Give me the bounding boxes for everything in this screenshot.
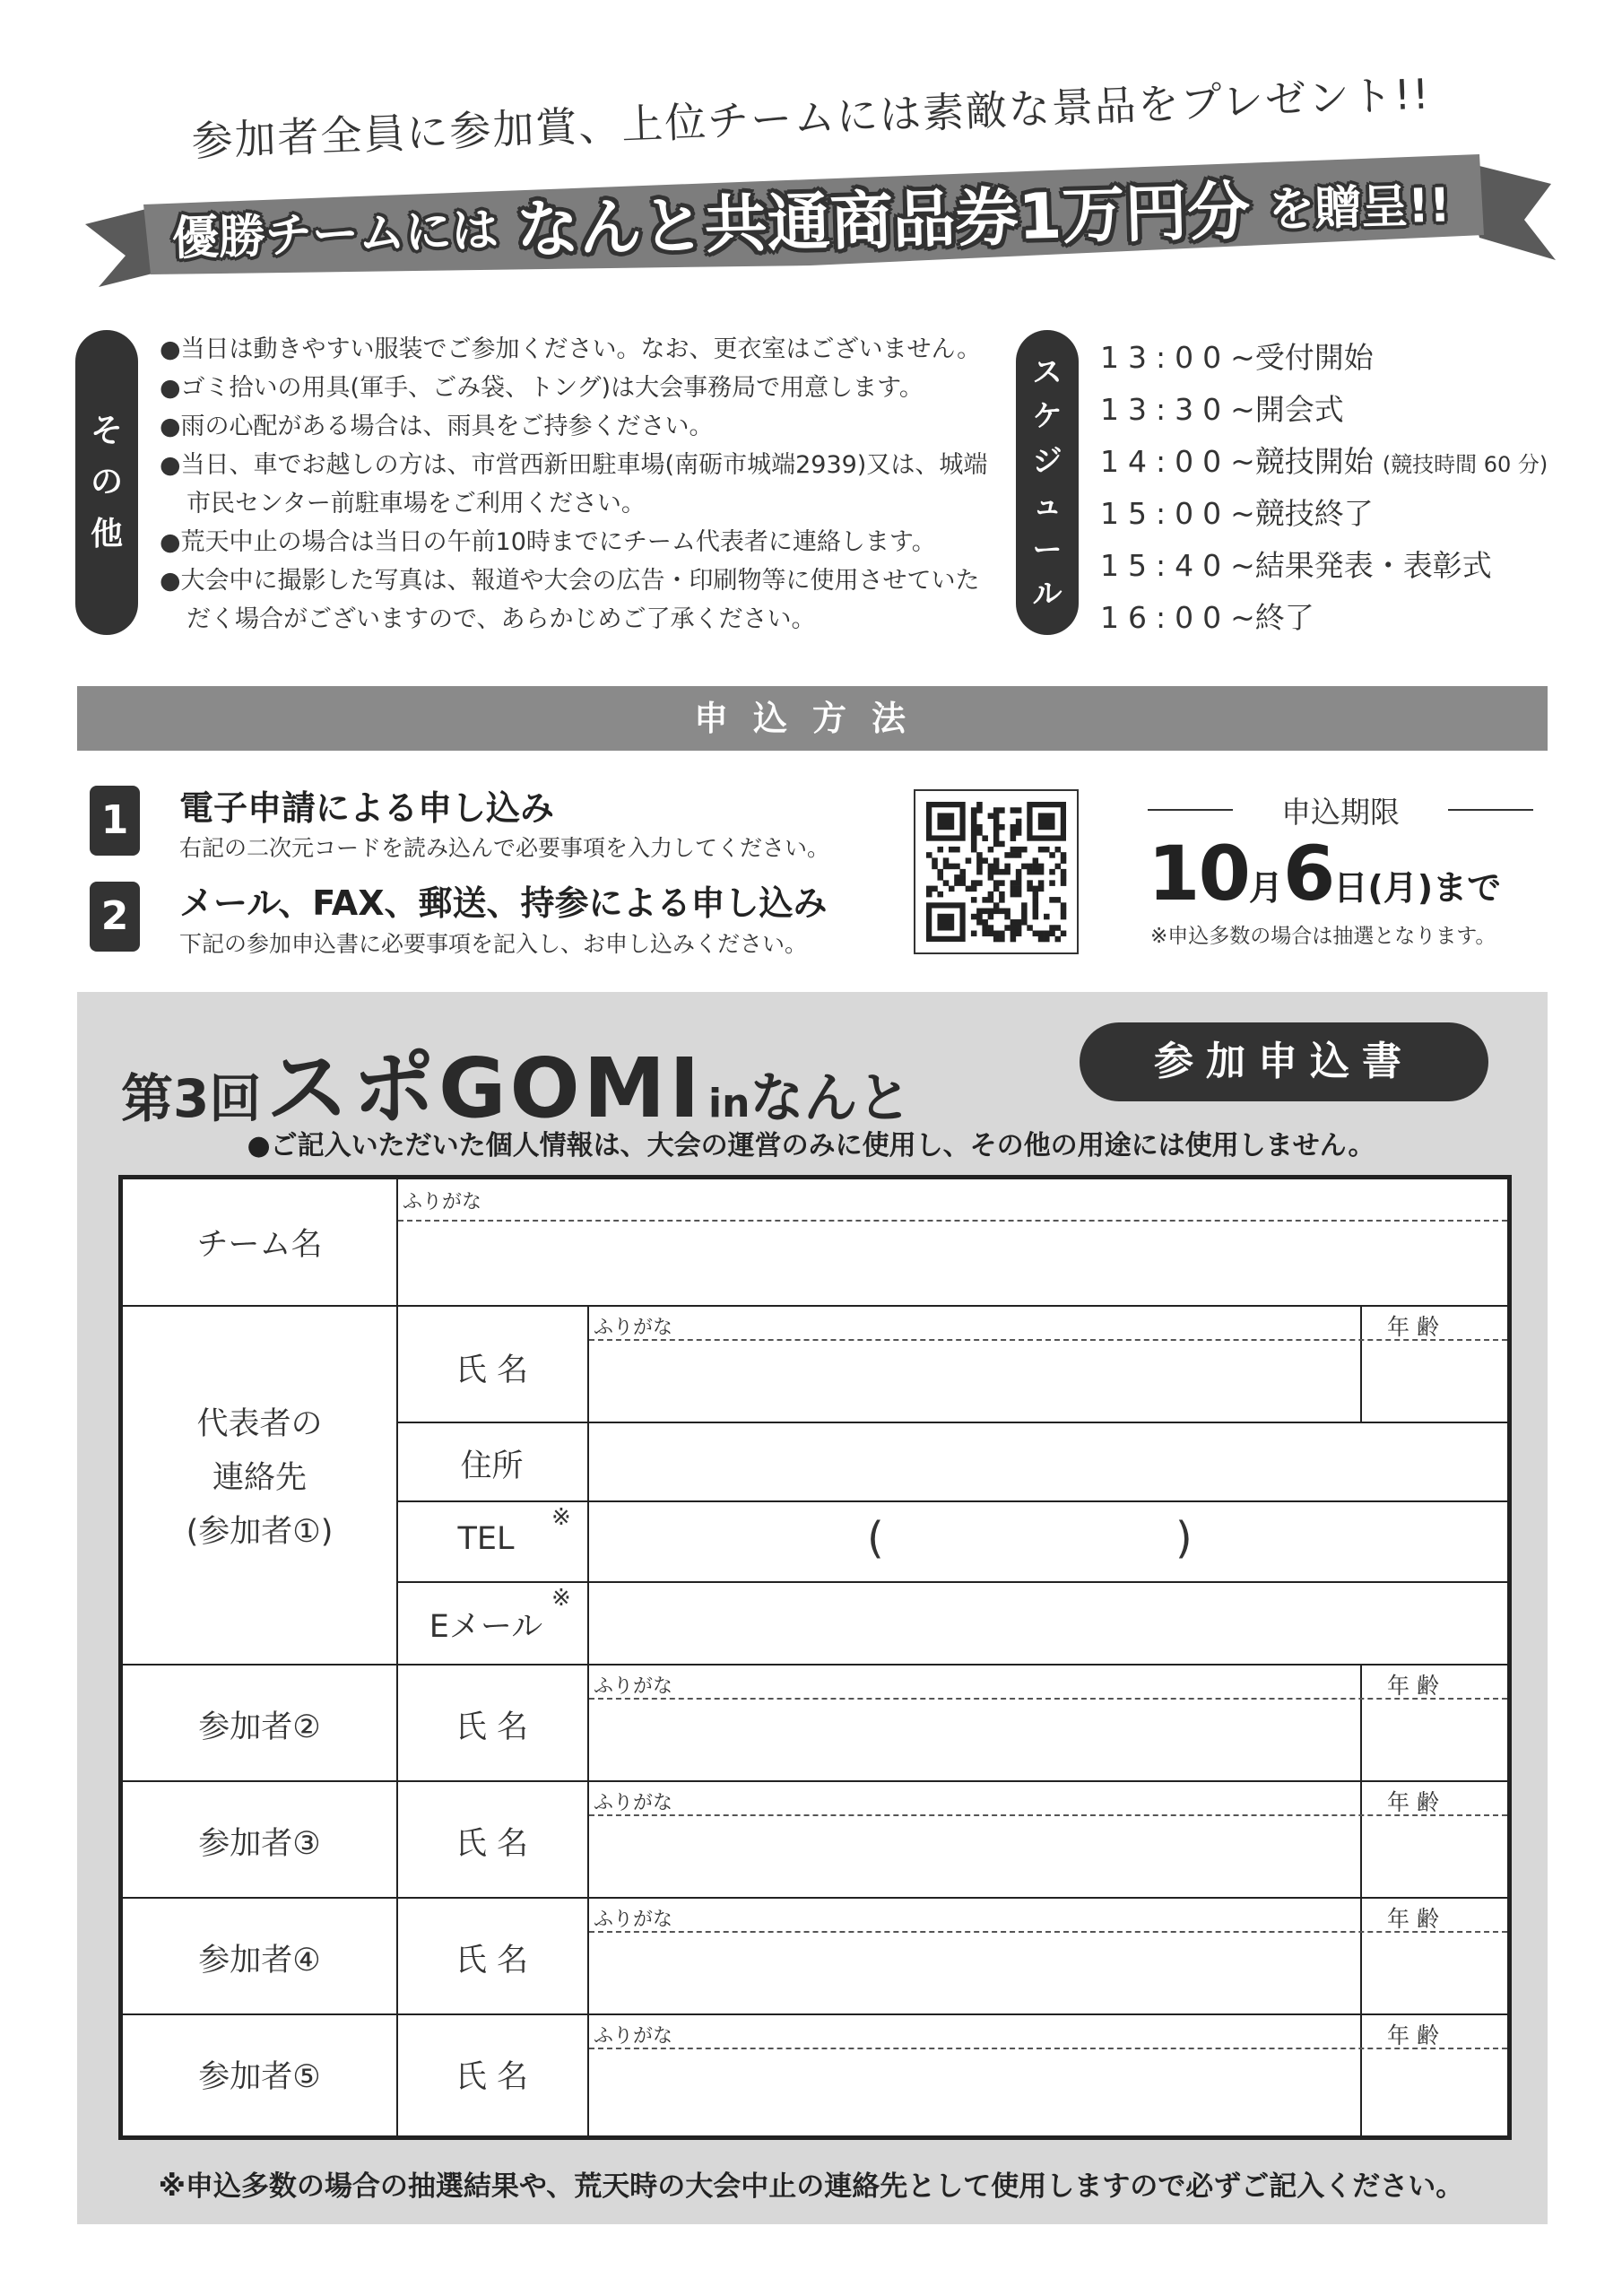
team-name-label: チーム名 — [196, 1227, 323, 1263]
participant-name-field[interactable] — [589, 1933, 1360, 2013]
participant-age-field[interactable] — [1362, 1933, 1507, 2013]
schedule-row — [1100, 332, 1602, 384]
footer-note: ※申込多数の場合の抽選結果や、荒天時の大会中止の連絡先として使用しますので必ずご記入ください。 — [158, 2170, 1464, 2203]
note-item: ●ゴミ拾いの用具(軍手、ごみ袋、トング)は大会事務局で用意します。 — [160, 374, 924, 402]
step-number: 1 — [90, 786, 140, 856]
notes-list — [160, 330, 1002, 639]
step-title: メール、FAX、郵送、持参による申し込み — [179, 883, 828, 923]
form-title-main: スポGOMI — [265, 1040, 704, 1136]
form-title-prefix: 第3回 — [121, 1068, 262, 1129]
prize-prefix: 優勝チームには — [171, 204, 499, 266]
other-label-char: 他 — [90, 515, 123, 552]
schedule-row — [1100, 384, 1602, 436]
note-item: ●当日は動きやすい服装でご参加ください。なお、更衣室はございません。 — [160, 335, 982, 363]
age-label: 年 齢 — [1387, 1789, 1439, 1815]
qr-code-image — [915, 791, 1077, 952]
tagline: 参加者全員に参加賞、上位チームには素敵な景品をプレゼント!! — [190, 69, 1432, 166]
prize-main: なんと共通商品券1万円分 — [515, 174, 1252, 267]
tel-paren-close: ) — [1175, 1513, 1193, 1563]
form-title-place: なんと — [750, 1067, 912, 1130]
schedule-label-char: ス — [1032, 353, 1063, 389]
privacy-note: ●ご記入いただいた個人情報は、大会の運営のみに使用し、その他の用途には使用しません。 — [247, 1130, 1375, 1161]
note-item: ●荒天中止の場合は当日の午前10時までにチーム代表者に連絡します。 — [160, 528, 936, 556]
row-divider — [123, 1664, 1507, 1665]
participant-name-label: 氏 名 — [455, 2059, 529, 2095]
schedule-label-pill — [1016, 330, 1079, 635]
participant-label: 参加者② — [198, 1709, 321, 1745]
rep-label-line2: 連絡先 — [212, 1460, 307, 1496]
age-label: 年 齢 — [1387, 1673, 1439, 1699]
schedule-time: 13:00 — [1100, 340, 1231, 375]
row-divider — [123, 1305, 1507, 1307]
schedule-row — [1100, 436, 1602, 488]
schedule-row — [1100, 488, 1602, 540]
schedule-time: 15:40 — [1100, 548, 1231, 583]
participant-name-field[interactable] — [589, 1700, 1360, 1780]
schedule-note: (競技時間 60 分) — [1382, 452, 1548, 477]
tel-label: TEL — [457, 1521, 515, 1557]
note-item: ●大会中に撮影した写真は、報道や大会の広告・印刷物等に使用させていただく場合がございますので、あらかじめご了承ください。 — [160, 567, 980, 633]
furigana-label: ふりがな — [594, 1792, 673, 1814]
other-label-char: の — [90, 464, 123, 501]
furigana-label: ふりがな — [594, 1317, 673, 1339]
schedule-label-char: ケ — [1032, 398, 1063, 433]
age-label: 年 齢 — [1387, 2022, 1439, 2048]
deadline-day-unit: 日 — [1333, 868, 1368, 908]
deadline-date — [1148, 830, 1542, 918]
application-form-table — [118, 1175, 1512, 2140]
row-divider — [123, 2013, 1507, 2015]
tel-paren-open: ( — [867, 1513, 884, 1563]
rep-age-field[interactable] — [1362, 1341, 1507, 1422]
participant-label: 参加者⑤ — [198, 2059, 321, 2095]
other-label-char: そ — [90, 412, 123, 449]
address-field[interactable] — [589, 1423, 1507, 1500]
qr-code[interactable] — [914, 789, 1079, 954]
participant-age-field[interactable] — [1362, 1700, 1507, 1780]
age-label: 年 齢 — [1387, 1906, 1439, 1932]
method-header: 申込方法 — [77, 686, 1548, 751]
other-label-pill — [75, 330, 138, 635]
schedule-event: ~競技開始 — [1230, 444, 1374, 479]
schedule-label-char: ー — [1032, 531, 1063, 567]
deadline-note: ※申込多数の場合は抽選となります。 — [1150, 925, 1496, 948]
step-number: 2 — [90, 882, 140, 952]
participant-name-label: 氏 名 — [455, 1709, 529, 1745]
schedule-event: ~開会式 — [1230, 392, 1344, 427]
note-item: ●雨の心配がある場合は、雨具をご持参ください。 — [160, 413, 714, 440]
schedule-row — [1100, 592, 1602, 644]
schedule-event: ~終了 — [1230, 600, 1314, 635]
schedule-label-char: ジ — [1032, 442, 1063, 478]
required-mark: ※ — [551, 1585, 571, 1612]
deadline-month: 10 — [1148, 830, 1249, 918]
step-title: 電子申請による申し込み — [179, 788, 555, 828]
schedule-time: 13:30 — [1100, 392, 1231, 427]
deadline-weekday: (月) — [1367, 868, 1434, 908]
schedule-list — [1100, 332, 1602, 644]
schedule-row — [1100, 540, 1602, 592]
rep-name-field[interactable] — [589, 1341, 1360, 1422]
deadline-month-unit: 月 — [1248, 868, 1283, 908]
rep-label-line1: 代表者の — [196, 1406, 323, 1442]
email-label: Eメール — [429, 1609, 543, 1645]
furigana-label: ふりがな — [594, 1675, 673, 1698]
rep-label-line3: (参加者①) — [186, 1514, 334, 1550]
step-desc: 右記の二次元コードを読み込んで必要事項を入力してください。 — [179, 835, 830, 861]
participant-name-field[interactable] — [589, 1816, 1360, 1897]
team-name-field[interactable] — [398, 1222, 1507, 1304]
participant-label: 参加者③ — [198, 1826, 321, 1862]
step-desc: 下記の参加申込書に必要事項を記入し、お申し込みください。 — [179, 931, 808, 957]
rep-name-label: 氏 名 — [455, 1352, 529, 1388]
schedule-event: ~受付開始 — [1230, 340, 1374, 375]
deadline-suffix: まで — [1433, 868, 1502, 908]
form-badge: 参加申込書 — [1080, 1022, 1488, 1101]
deadline-label: 申込期限 — [1148, 789, 1533, 831]
address-label: 住所 — [460, 1448, 524, 1484]
age-label: 年 齢 — [1387, 1314, 1439, 1340]
schedule-time: 15:00 — [1100, 496, 1231, 531]
row-divider — [123, 1780, 1507, 1782]
participant-name-label: 氏 名 — [455, 1943, 529, 1979]
furigana-label: ふりがな — [594, 2025, 673, 2048]
schedule-time: 16:00 — [1100, 600, 1231, 635]
required-mark: ※ — [551, 1504, 571, 1531]
furigana-label: ふりがな — [594, 1909, 673, 1931]
schedule-event: ~競技終了 — [1230, 496, 1374, 531]
deadline-day: 6 — [1282, 830, 1334, 918]
participant-label: 参加者④ — [198, 1943, 321, 1979]
schedule-event: ~結果発表・表彰式 — [1230, 548, 1492, 583]
furigana-label: ふりがな — [403, 1191, 482, 1213]
email-field[interactable] — [589, 1583, 1507, 1664]
participant-age-field[interactable] — [1362, 1816, 1507, 1897]
participant-name-label: 氏 名 — [455, 1826, 529, 1862]
participant-age-field[interactable] — [1362, 2049, 1507, 2130]
participant-name-field[interactable] — [589, 2049, 1360, 2130]
row-divider — [123, 1897, 1507, 1899]
prize-suffix: を贈呈!! — [1267, 178, 1452, 238]
note-item: ●当日、車でお越しの方は、市営西新田駐車場(南砺市城端2939)又は、城端市民センター前駐車場をご利用ください。 — [160, 451, 988, 517]
tel-field[interactable] — [589, 1502, 1507, 1581]
schedule-time: 14:00 — [1100, 444, 1231, 479]
schedule-label-char: ル — [1032, 576, 1063, 611]
form-title-in: in — [708, 1081, 750, 1126]
schedule-label-char: ュ — [1032, 487, 1063, 522]
